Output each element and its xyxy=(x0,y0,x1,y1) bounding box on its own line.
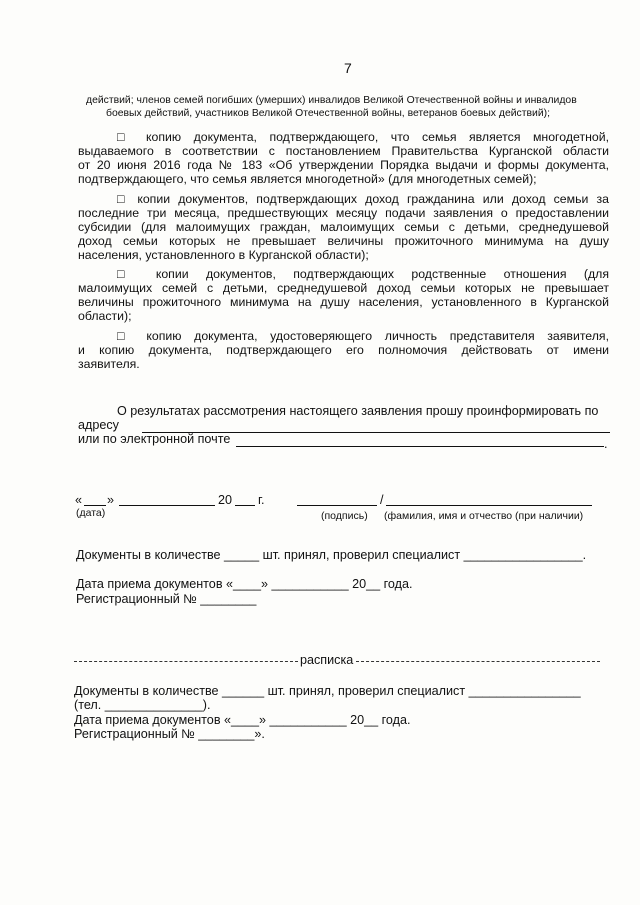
caption-signature: (подпись) xyxy=(321,510,368,522)
item-multichild-line-3: от 20 июня 2016 года № 183 «Об утверждении Порядка выдачи и формы документа, xyxy=(78,158,609,172)
item-income-line-2: последние три месяца, предшествующих месяцу подачи заявления о предоставлении xyxy=(78,206,609,220)
caption-fio: (фамилия, имя и отчество (при наличии) xyxy=(384,510,584,522)
intro-line-1: действий; членов семей погибших (умерших) инвалидов Великой Отечественной войны и инвалидов xyxy=(86,95,577,106)
address-label: адресу xyxy=(78,418,119,432)
item-representative-line-2: и копию документа, подтверждающего его полномочия действовать от имени xyxy=(78,343,609,357)
page-number: 7 xyxy=(344,60,352,76)
date-year-suffix: г. xyxy=(258,493,265,507)
date-month-line[interactable] xyxy=(119,505,215,506)
receipt-docs-line: Документы в количестве ______ шт. принял, проверил специалист ________________ xyxy=(74,684,581,698)
email-field-line[interactable] xyxy=(236,446,604,447)
caption-date: (дата) xyxy=(76,507,106,519)
date-close-quote: » xyxy=(107,493,115,507)
date-day-line[interactable] xyxy=(84,505,106,506)
item-income-line-4: доход семьи которых не превышает величины прожиточного минимума на душу xyxy=(78,234,609,248)
receipt-phone-line: (тел. ______________). xyxy=(74,698,211,712)
item-kinship-line-3: величины прожиточного минимума на душу населения, установленного в Курганской xyxy=(78,295,609,309)
results-line: О результатах рассмотрения настоящего заявления прошу проинформировать по xyxy=(117,404,599,418)
date-year-prefix: 20 xyxy=(218,493,233,507)
receipt-label: расписка xyxy=(300,653,354,667)
item-representative-line-3: заявителя. xyxy=(78,357,140,371)
item-income-line-3: субсидии (для малоимущих граждан, малоимущих семьи с детьми, среднедушевой xyxy=(78,220,609,234)
docs-date-line: Дата приема документов «____» ___________ 20__ года. xyxy=(76,577,413,591)
receipt-dash-right xyxy=(356,661,600,662)
date-year-line[interactable] xyxy=(235,505,255,506)
email-label: или по электронной почте xyxy=(78,432,231,446)
item-representative-line-1: □ копию документа, удостоверяющего личность представителя заявителя, xyxy=(117,329,609,343)
item-multichild-line-2: выдаваемого в соответствии с постановлением Правительства Курганской области xyxy=(78,144,609,158)
signature-slash: / xyxy=(380,493,384,507)
receipt-reg-line: Регистрационный № ________». xyxy=(74,727,265,741)
receipt-dash-left xyxy=(74,661,298,662)
reg-number-line: Регистрационный № ________ xyxy=(76,592,257,606)
fio-line[interactable] xyxy=(386,505,592,506)
intro-line-2: боевых действий, участников Великой Отечественной войны, ветеранов боевых действий); xyxy=(106,108,550,119)
item-multichild-line-4: подтверждающего, что семья является многодетной» (для многодетных семей); xyxy=(78,172,537,186)
item-income-line-1: □ копии документов, подтверждающих доход гражданина или доход семьи за xyxy=(117,192,609,206)
item-multichild-line-1: □ копию документа, подтверждающего, что семья является многодетной, xyxy=(117,130,609,144)
item-kinship-line-1: □ копии документов, подтверждающих родственные отношения (для xyxy=(117,267,609,281)
docs-count-line: Документы в количестве _____ шт. принял, проверил специалист _________________. xyxy=(76,548,587,562)
item-income-line-5: населения, установленного в Курганской области); xyxy=(78,248,369,262)
signature-line[interactable] xyxy=(297,505,377,506)
date-open-quote: « xyxy=(75,493,83,507)
email-period: . xyxy=(604,437,608,451)
receipt-date-line: Дата приема документов «____» ___________ 20__ года. xyxy=(74,713,411,727)
item-kinship-line-4: области); xyxy=(78,309,132,323)
item-kinship-line-2: малоимущих семей с детьми, среднедушевой доход семьи которых не превышает xyxy=(78,281,609,295)
